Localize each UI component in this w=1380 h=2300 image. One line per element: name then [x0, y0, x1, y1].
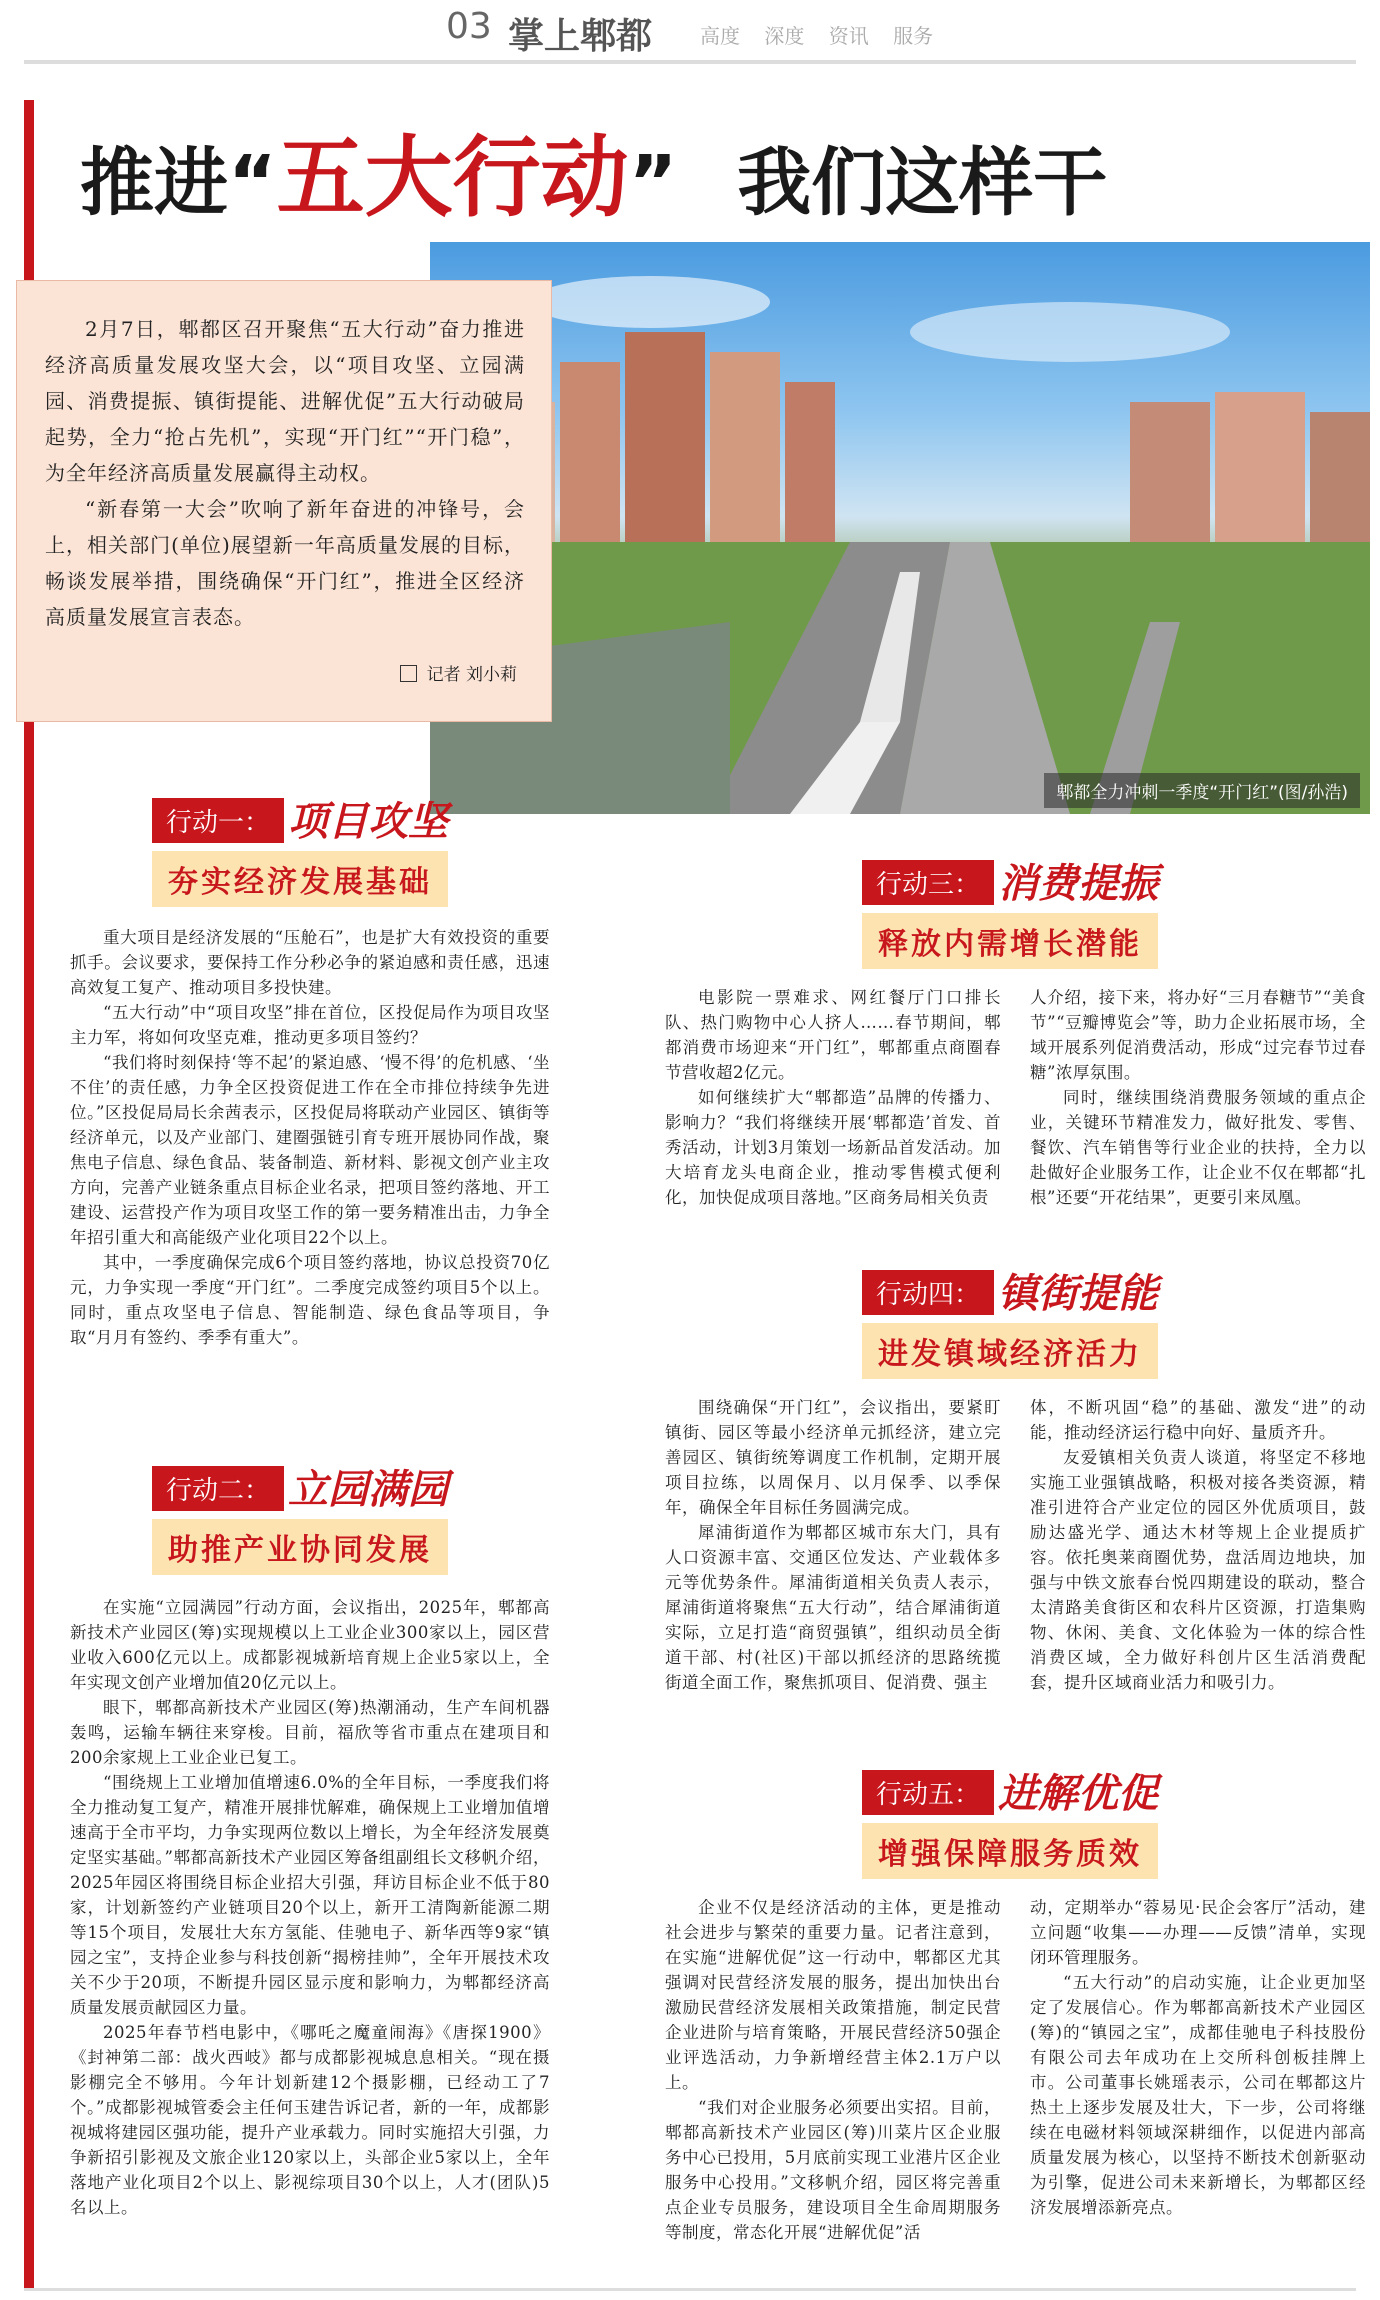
section-2-title: 立园满园	[288, 1466, 449, 1513]
header-divider	[24, 60, 1356, 64]
section-1-subtitle: 夯实经济发展基础	[152, 851, 448, 907]
section-3-col1	[665, 985, 1001, 1210]
section-2-paragraph: “围绕规上工业增加值增速6.0%的全年目标，一季度我们将全力推动复工复产，精准开展排忧解难，确保规上工业增加值增速高于全市平均，力争实现两位数以上增长，为全年经济发展奠定坚实基础。”郫都高新技术产业园区筹备组副组长文移帆介绍，2025年园区将围绕目标企业招大引强，拜访目标企业不低于80家，计划新签约产业链项目20个以上，新开工清陶新能源二期等15个项目，发展壮大东方氢能、佳驰电子、新华西等9家“镇园之宝”，支持企业参与科技创新“揭榜挂帅”，全年开展技术攻关不少于20项，不断提升园区显示度和影响力，为郫都经济高质量发展贡献园区力量。	[70, 1773, 550, 2017]
section-5-col1	[665, 1895, 1001, 2245]
section-1-paragraph: “我们将时刻保持‘等不起’的紧迫感、‘慢不得’的危机感、‘坐不住’的责任感，力争全区投资促进工作在全市排位持续争先进位。”区投促局局长余茜表示，区投促局将联动产业园区、镇街等经济单元，以及产业部门、建圈强链引育专班开展协同作战，聚焦电子信息、绿色食品、装备制造、新材料、影视文创产业主攻方向，完善产业链条重点目标企业名录，把项目签约落地、开工建设、运营投产作为项目攻坚工作的第一要务精准出击，力争全年招引重大和高能级产业化项目22个以上。	[70, 1053, 550, 1247]
section-3-paragraph: 电影院一票难求、网红餐厅门口排长队、热门购物中心人挤人……春节期间，郫都消费市场迎来“开门红”，郫都重点商圈春节营收超2亿元。	[665, 988, 1001, 1082]
section-1-body	[70, 925, 550, 1350]
section-3-header	[862, 852, 1158, 969]
section-5-tag: 行动五：	[862, 1770, 994, 1815]
section-1-tag: 行动一：	[152, 798, 284, 843]
section-4-tag: 行动四：	[862, 1270, 994, 1315]
section-5-paragraph: “我们对企业服务必须要出实招。目前，郫都高新技术产业园区(筹)川菜片区企业服务中心已投用，5月底前实现工业港片区企业服务中心投用。”文移帆介绍，园区将完善重点企业专员服务，建设项目全生命周期服务等制度，常态化开展“进解优促”活	[665, 2098, 1001, 2242]
section-subtitle: 高度 深度 资讯 服务	[700, 24, 934, 48]
section-5-title: 进解优促	[998, 1770, 1159, 1817]
section-2-subtitle: 助推产业协同发展	[152, 1519, 448, 1575]
section-4-col1	[665, 1395, 1001, 1695]
city-skyline-illustration	[430, 242, 1370, 814]
intro-box	[16, 280, 552, 722]
section-4-header	[862, 1262, 1158, 1379]
section-3-subtitle: 释放内需增长潜能	[862, 913, 1158, 969]
section-5-paragraph: 企业不仅是经济活动的主体，更是推动社会进步与繁荣的重要力量。记者注意到，在实施“进解优促”这一行动中，郫都区尤其强调对民营经济发展的服务，提出加快出台激励民营经济发展相关政策措施，制定民营企业进阶与培育策略，开展民营经济50强企业评选活动，力争新增经营主体2.1万户以上。	[665, 1898, 1001, 2092]
section-3-title: 消费提振	[998, 860, 1159, 907]
section-4-subtitle: 进发镇域经济活力	[862, 1323, 1158, 1379]
section-3-tag: 行动三：	[862, 860, 994, 905]
section-3-col2	[1030, 985, 1366, 1210]
headline-highlight: 五大行动	[276, 125, 629, 229]
section-3-paragraph: 如何继续扩大“郫都造”品牌的传播力、影响力？“我们将继续开展‘郫都造’首发、首秀活动，计划3月策划一场新品首发活动。加大培育龙头电商企业，推动零售模式便利化，加快促成项目落地。”区商务局相关负责	[665, 1088, 1001, 1207]
section-2-paragraph: 眼下，郫都高新技术产业园区(筹)热潮涌动，生产车间机器轰鸣，运输车辆往来穿梭。目前，福欣等省市重点在建项目和200余家规上工业企业已复工。	[70, 1698, 550, 1767]
photo-caption: 郫都全力冲刺一季度“开门红”(图/孙浩)	[1044, 773, 1360, 808]
section-3-paragraph: 同时，继续围绕消费服务领域的重点企业，关键环节精准发力，做好批发、零售、餐饮、汽车销售等行业企业的扶持，全力以赴做好企业服务工作，让企业不仅在郫都“扎根”还要“开花结果”，更要引来凤凰。	[1030, 1088, 1366, 1207]
section-5-col2	[1030, 1895, 1366, 2220]
section-2-body	[70, 1595, 550, 2220]
section-5-paragraph: 动，定期举办“蓉易见·民企会客厅”活动，建立问题“收集——办理——反馈”清单，实现闭环管理服务。	[1030, 1898, 1366, 1967]
section-2-paragraph: 在实施“立园满园”行动方面，会议指出，2025年，郫都高新技术产业园区(筹)实现规模以上工业企业300家以上，园区营业收入600亿元以上。成都影视城新培育规上企业5家以上，全年实现文创产业增加值20亿元以上。	[70, 1598, 550, 1692]
section-5-paragraph: “五大行动”的启动实施，让企业更加坚定了发展信心。作为郫都高新技术产业园区(筹)的“镇园之宝”，成都佳驰电子科技股份有限公司去年成功在上交所科创板挂牌上市。公司董事长姚瑶表示，公司在郫都这片热土上逐步发展及壮大，下一步，公司将继续在电磁材料领域深耕细作，以促进内部高质量发展为核心，以坚持不断技术创新驱动为引擎，促进公司未来新增长，为郫都区经济发展增添新亮点。	[1030, 1973, 1366, 2217]
headline	[80, 108, 1108, 229]
section-2-paragraph: 2025年春节档电影中，《哪吒之魔童闹海》《唐探1900》《封神第二部：战火西岐》都与成都影视城息息相关。“现在摄影棚完全不够用。今年计划新建12个摄影棚，已经动工了7个。”成都影视城管委会主任何玉建告诉记者，新的一年，成都影视城将建园区强功能，提升产业承载力。同时实施招大引强，力争新招引影视及文旅企业120家以上，头部企业5家以上，全年落地产业化项目2个以上、影视综项目30个以上，人才(团队)5名以上。	[70, 2023, 550, 2217]
section-4-paragraph: 围绕确保“开门红”，会议指出，要紧盯镇街、园区等最小经济单元抓经济，建立完善园区、镇街统筹调度工作机制，定期开展项目拉练，以周保月、以月保季、以季保年，确保全年目标任务圆满完成。	[665, 1398, 1001, 1517]
headline-part3: ”	[628, 140, 678, 226]
section-5-subtitle: 增强保障服务质效	[862, 1823, 1158, 1879]
section-1-paragraph: 其中，一季度确保完成6个项目签约落地，协议总投资70亿元，力争实现一季度“开门红”。二季度完成签约项目5个以上。同时，重点攻坚电子信息、智能制造、绿色食品等项目，争取“月月有签约、季季有重大”。	[70, 1253, 550, 1347]
section-5-header	[862, 1762, 1158, 1879]
section-title: 掌上郫都	[508, 16, 653, 57]
page-number: 03	[446, 6, 492, 47]
section-1-header	[152, 790, 448, 907]
section-1-title: 项目攻坚	[288, 798, 449, 845]
section-1-paragraph: 重大项目是经济发展的“压舱石”，也是扩大有效投资的重要抓手。会议要求，要保持工作分秒必争的紧迫感和责任感，迅速高效复工复产、推动项目多投快建。	[70, 928, 550, 997]
section-4-col2	[1030, 1395, 1366, 1695]
byline-square-icon	[400, 665, 417, 682]
section-4-paragraph: 体，不断巩固“稳”的基础、激发“进”的动能，推动经济运行稳中向好、量质齐升。	[1030, 1398, 1366, 1442]
byline-text: 记者 刘小莉	[426, 665, 517, 685]
section-4-title: 镇街提能	[998, 1270, 1159, 1317]
headline-part4: 我们这样干	[737, 140, 1108, 226]
section-1-paragraph: “五大行动”中“项目攻坚”排在首位，区投促局作为项目攻坚主力军，将如何攻坚克难，推动更多项目签约？	[70, 1003, 550, 1047]
section-4-paragraph: 犀浦街道作为郫都区城市东大门，具有人口资源丰富、交通区位发达、产业载体多元等优势条件。犀浦街道相关负责人表示，犀浦街道将聚焦“五大行动”，结合犀浦街道实际，立足打造“商贸强镇”，组织动员全街道干部、村(社区)干部以抓经济的思路统揽街道全面工作，聚焦抓项目、促消费、强主	[665, 1523, 1001, 1692]
section-4-paragraph: 友爱镇相关负责人谈道，将坚定不移地实施工业强镇战略，积极对接各类资源，精准引进符合产业定位的园区外优质项目，鼓励达盛光学、通达木材等规上企业提质扩容。依托奥莱商圈优势，盘活周边地块，加强与中铁文旅春台悦四期建设的联动，整合太清路美食街区和农科片区资源，打造集购物、休闲、美食、文化体验为一体的综合性消费区域，全力做好科创片区生活消费配套，提升区域商业活力和吸引力。	[1030, 1448, 1366, 1692]
byline	[400, 660, 517, 685]
intro-paragraph-1: 2月7日，郫都区召开聚焦“五大行动”奋力推进经济高质量发展攻坚大会，以“项目攻坚、立园满园、消费提振、镇街提能、进解优促”五大行动破局起势，全力“抢占先机”，实现“开门红”“开门稳”，为全年经济高质量发展赢得主动权。	[45, 317, 525, 485]
headline-part1: 推进“	[80, 140, 277, 226]
city-photo	[430, 242, 1370, 814]
section-2-header	[152, 1458, 448, 1575]
intro-paragraph-2: “新春第一大会”吹响了新年奋进的冲锋号，会上，相关部门(单位)展望新一年高质量发展的目标，畅谈发展举措，围绕确保“开门红”，推进全区经济高质量发展宣言表态。	[45, 497, 525, 629]
section-2-tag: 行动二：	[152, 1466, 284, 1511]
section-3-paragraph: 人介绍，接下来，将办好“三月春糖节”“美食节”“豆瓣博览会”等，助力企业拓展市场，全域开展系列促消费活动，形成“过完春节过春糖”浓厚氛围。	[1030, 988, 1366, 1082]
footer-divider	[24, 2288, 1356, 2291]
page-header	[0, 0, 1380, 64]
